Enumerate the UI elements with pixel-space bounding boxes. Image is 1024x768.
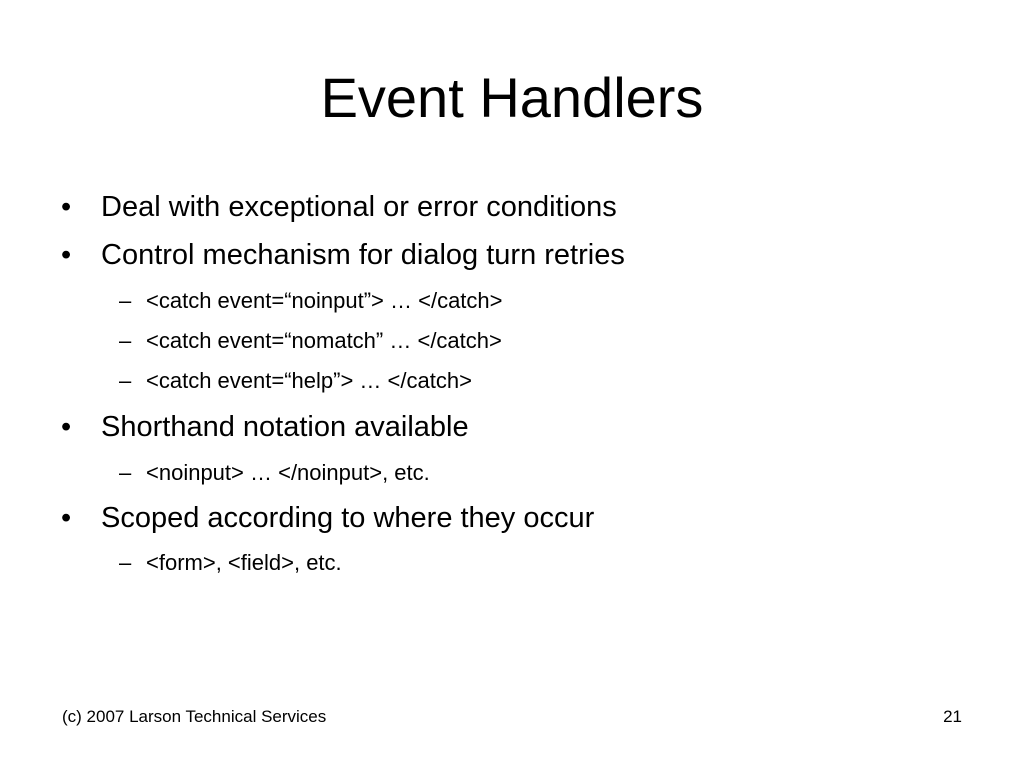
sub-bullet-marker: – xyxy=(119,460,132,485)
slide-title: Event Handlers xyxy=(320,66,704,129)
sub-bullet-marker: – xyxy=(119,328,132,353)
sub-bullet-text: <noinput> … </noinput>, etc. xyxy=(146,460,430,485)
bullet-text: Deal with exceptional or error conditions xyxy=(101,191,617,223)
bullet-marker: • xyxy=(61,502,72,534)
bullet-marker: • xyxy=(61,191,72,223)
sub-bullet-marker: – xyxy=(119,550,132,575)
sub-bullet-text: <catch event=“help”> … </catch> xyxy=(146,368,472,393)
sub-bullet-marker: – xyxy=(119,288,132,313)
footer-copyright: (c) 2007 Larson Technical Services xyxy=(62,707,327,726)
bullet-text: Control mechanism for dialog turn retries xyxy=(101,239,625,271)
sub-bullet-text: <catch event=“noinput”> … </catch> xyxy=(146,288,503,313)
bullet-marker: • xyxy=(61,411,72,443)
bullet-marker: • xyxy=(61,239,72,271)
bullet-text: Scoped according to where they occur xyxy=(101,502,595,534)
bullet-text: Shorthand notation available xyxy=(101,411,469,443)
sub-bullet-marker: – xyxy=(119,368,132,393)
sub-bullet-text: <catch event=“nomatch” … </catch> xyxy=(146,328,502,353)
sub-bullet-text: <form>, <field>, etc. xyxy=(146,550,342,575)
slide-number: 21 xyxy=(943,707,962,726)
